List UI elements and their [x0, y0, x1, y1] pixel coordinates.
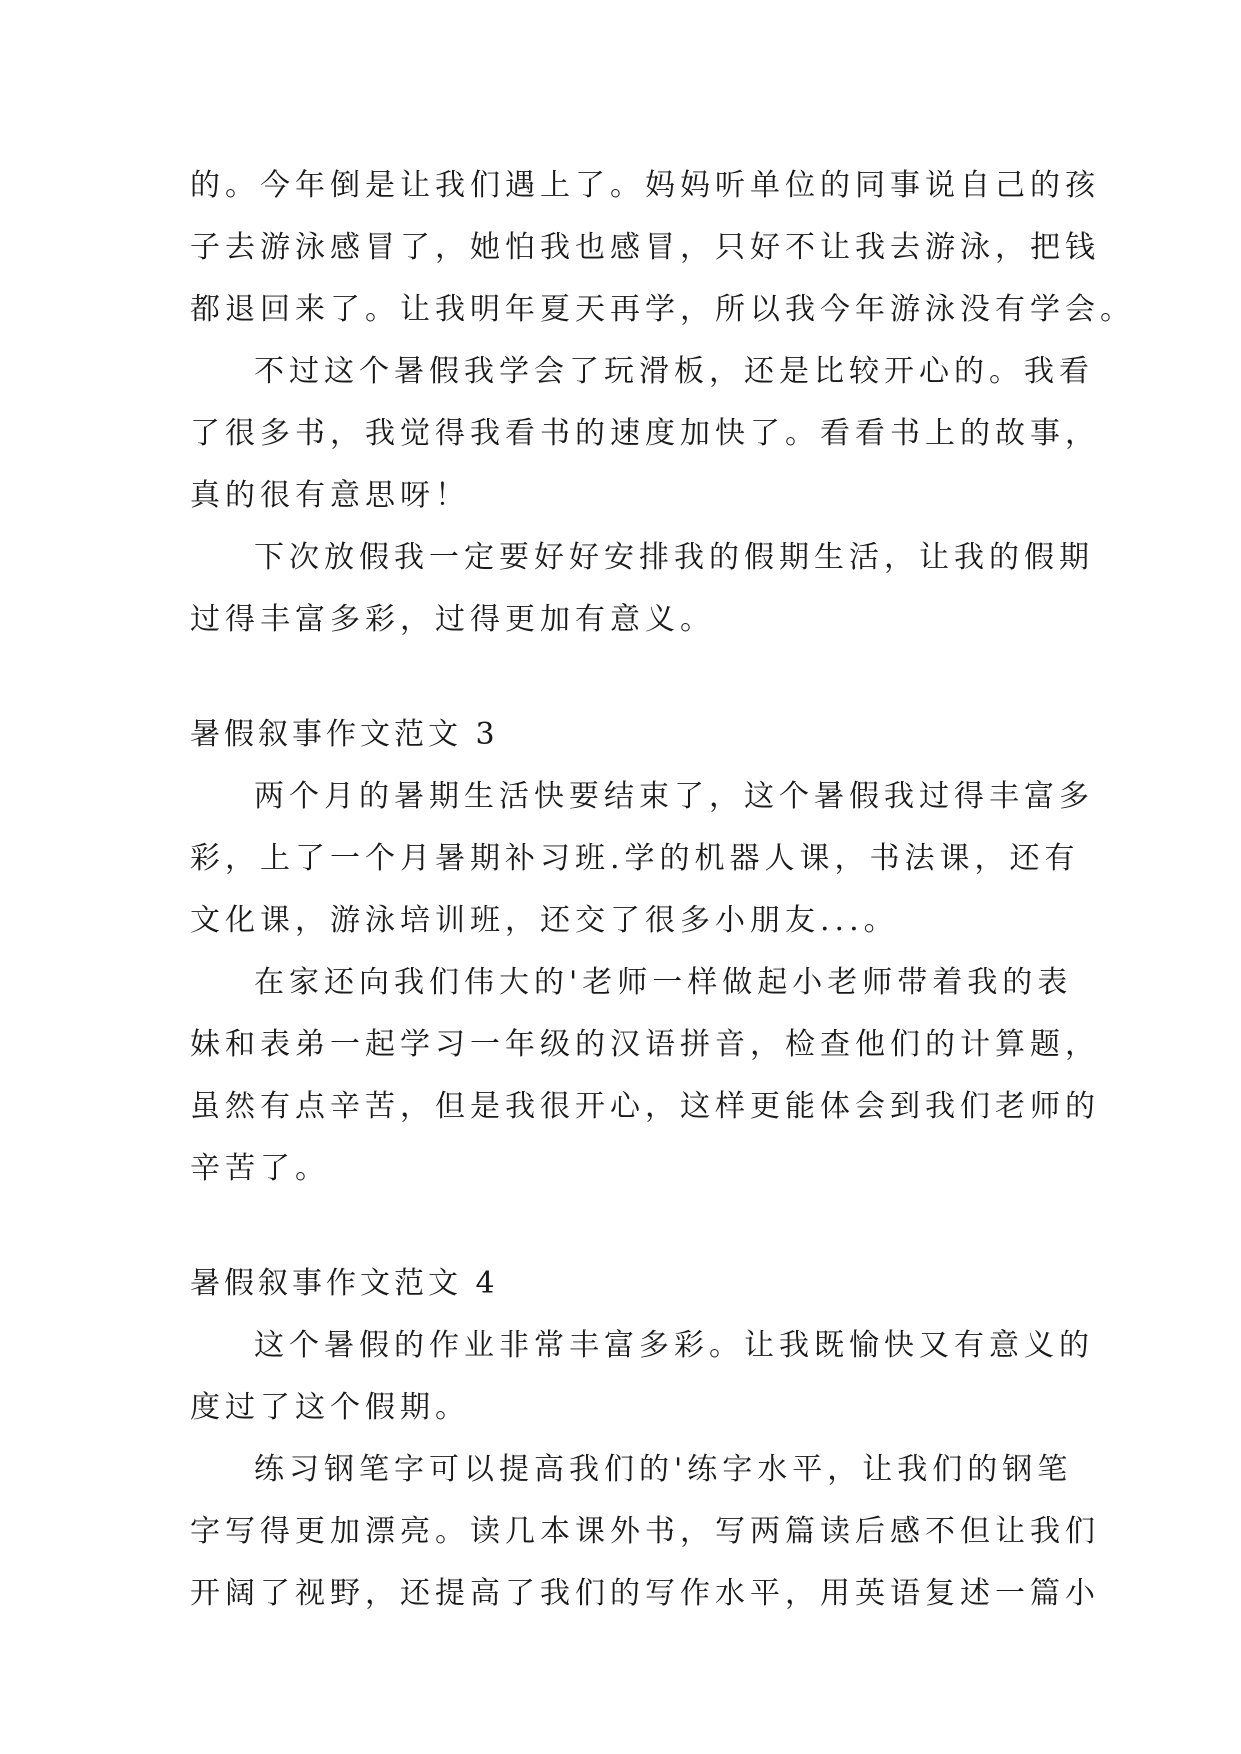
text-line: 子去游泳感冒了，她怕我也感冒，只好不让我去游泳，把钱	[190, 230, 1100, 265]
text-line: 不过这个暑假我学会了玩滑板，还是比较开心的。我看	[254, 354, 1094, 389]
text-line: 练习钢笔字可以提高我们的'练字水平，让我们的钢笔	[254, 1452, 1073, 1487]
text-line: 妹和表弟一起学习一年级的汉语拼音，检查他们的计算题，	[190, 1027, 1100, 1062]
section-heading: 暑假叙事作文范文 3	[190, 717, 499, 752]
paragraph	[190, 952, 1100, 1200]
paragraph	[190, 766, 1094, 952]
text-line: 这个暑假的作业非常丰富多彩。让我既愉快又有意义的	[254, 1328, 1094, 1363]
text-line: 真的很有意思呀！	[190, 478, 470, 513]
section-heading: 暑假叙事作文范文 4	[190, 1266, 499, 1301]
text-line: 辛苦了。	[190, 1151, 330, 1186]
text-line: 都退回来了。让我明年夏天再学，所以我今年游泳没有学会。	[190, 292, 1135, 327]
section-spacer	[190, 1200, 1060, 1253]
paragraph	[190, 527, 1094, 651]
text-line: 度过了这个假期。	[190, 1390, 470, 1425]
text-line: 字写得更加漂亮。读几本课外书，写两篇读后感不但让我们	[190, 1514, 1100, 1549]
text-line: 了很多书，我觉得我看书的速度加快了。看看书上的故事，	[190, 416, 1100, 451]
paragraph	[190, 1315, 1094, 1439]
text-line: 虽然有点辛苦，但是我很开心，这样更能体会到我们老师的	[190, 1089, 1100, 1124]
text-line: 两个月的暑期生活快要结束了，这个暑假我过得丰富多	[254, 779, 1094, 814]
text-line: 文化课，游泳培训班，还交了很多小朋友...。	[190, 903, 899, 938]
text-line: 的。今年倒是让我们遇上了。妈妈听单位的同事说自己的孩	[190, 168, 1100, 203]
section-spacer	[190, 651, 1060, 704]
paragraph	[190, 341, 1100, 527]
text-line: 下次放假我一定要好好安排我的假期生活，让我的假期	[254, 540, 1094, 575]
text-line: 过得丰富多彩，过得更加有意义。	[190, 602, 715, 637]
text-line: 在家还向我们伟大的'老师一样做起小老师带着我的表	[254, 965, 1073, 1000]
paragraph	[190, 155, 1135, 341]
text-line: 开阔了视野，还提高了我们的写作水平，用英语复述一篇小	[190, 1576, 1100, 1611]
document-body	[190, 155, 1135, 1625]
paragraph	[190, 1439, 1100, 1625]
text-line: 彩，上了一个月暑期补习班.学的机器人课，书法课，还有	[190, 841, 1080, 876]
